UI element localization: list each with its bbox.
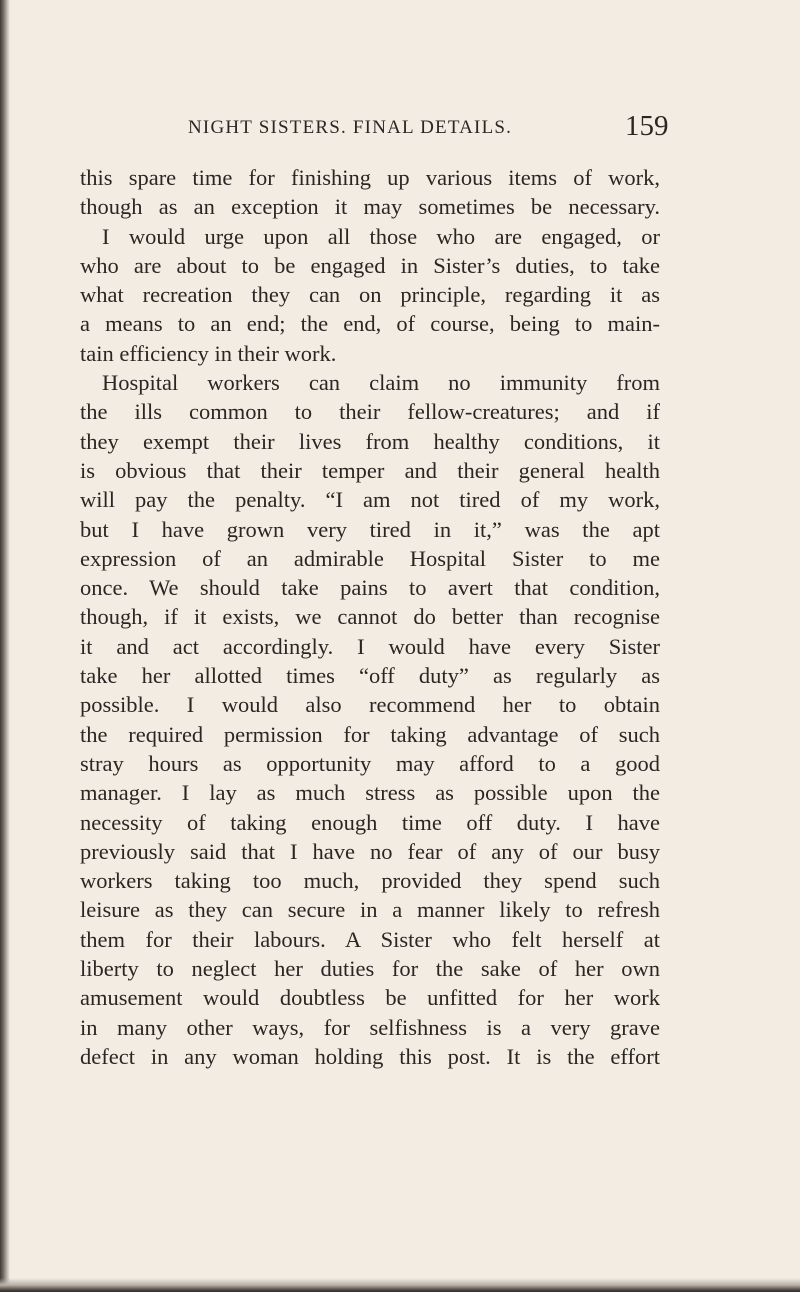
text-line: necessity of taking enough time off duty. I have — [80, 809, 660, 835]
running-head: NIGHT SISTERS. FINAL DETAILS. — [188, 117, 513, 138]
text-line: possible. I would also recommend her to obtain — [80, 692, 660, 718]
text-line: take her allotted times “off duty” as regularly as — [80, 663, 660, 689]
text-line: once. We should take pains to avert that condition, — [80, 575, 660, 601]
text-line: previously said that I have no fear of any of our busy — [80, 838, 660, 864]
text-line: is obvious that their temper and their general health — [80, 457, 660, 483]
page-bottom-edge — [0, 1278, 800, 1292]
text-line: them for their labours. A Sister who felt herself at — [80, 926, 660, 952]
body-text — [80, 163, 660, 1071]
text-line: a means to an end; the end, of course, being to main- — [80, 311, 660, 337]
text-line: will pay the penalty. “I am not tired of my work, — [80, 487, 660, 513]
page-number: 159 — [625, 110, 669, 142]
text-line: though as an exception it may sometimes be necessary. — [80, 194, 660, 220]
text-line: workers taking too much, provided they spend such — [80, 868, 660, 894]
text-line: amusement would doubtless be unfitted for her work — [80, 985, 660, 1011]
text-line: this spare time for finishing up various items of work, — [80, 165, 660, 190]
text-line: what recreation they can on principle, regarding it as — [80, 282, 660, 308]
page-header — [0, 112, 800, 144]
text-line: Hospital workers can claim no immunity from — [102, 370, 660, 396]
text-line: it and act accordingly. I would have every Sister — [80, 633, 660, 659]
text-line: stray hours as opportunity may afford to a good — [80, 750, 660, 776]
text-line: liberty to neglect her duties for the sake of her own — [80, 956, 660, 982]
text-line: defect in any woman holding this post. It is the effort — [80, 1043, 660, 1069]
text-line: but I have grown very tired in it,” was the apt — [80, 516, 660, 542]
text-line: I would urge upon all those who are engaged, or — [102, 223, 660, 249]
text-line: expression of an admirable Hospital Sister to me — [80, 545, 660, 571]
text-line: the required permission for taking advantage of such — [80, 721, 660, 747]
text-line: leisure as they can secure in a manner likely to refresh — [80, 897, 660, 923]
text-line: manager. I lay as much stress as possible upon the — [80, 780, 660, 806]
text-line: tain efficiency in their work. — [80, 340, 337, 366]
text-line: they exempt their lives from healthy conditions, it — [80, 428, 660, 454]
text-line: the ills common to their fellow-creatures; and if — [80, 399, 660, 425]
text-line: though, if it exists, we cannot do better than recognise — [80, 604, 660, 630]
text-line: in many other ways, for selfishness is a very grave — [80, 1014, 660, 1040]
page-gutter-shadow — [0, 0, 10, 1292]
text-line: who are about to be engaged in Sister’s duties, to take — [80, 252, 660, 278]
